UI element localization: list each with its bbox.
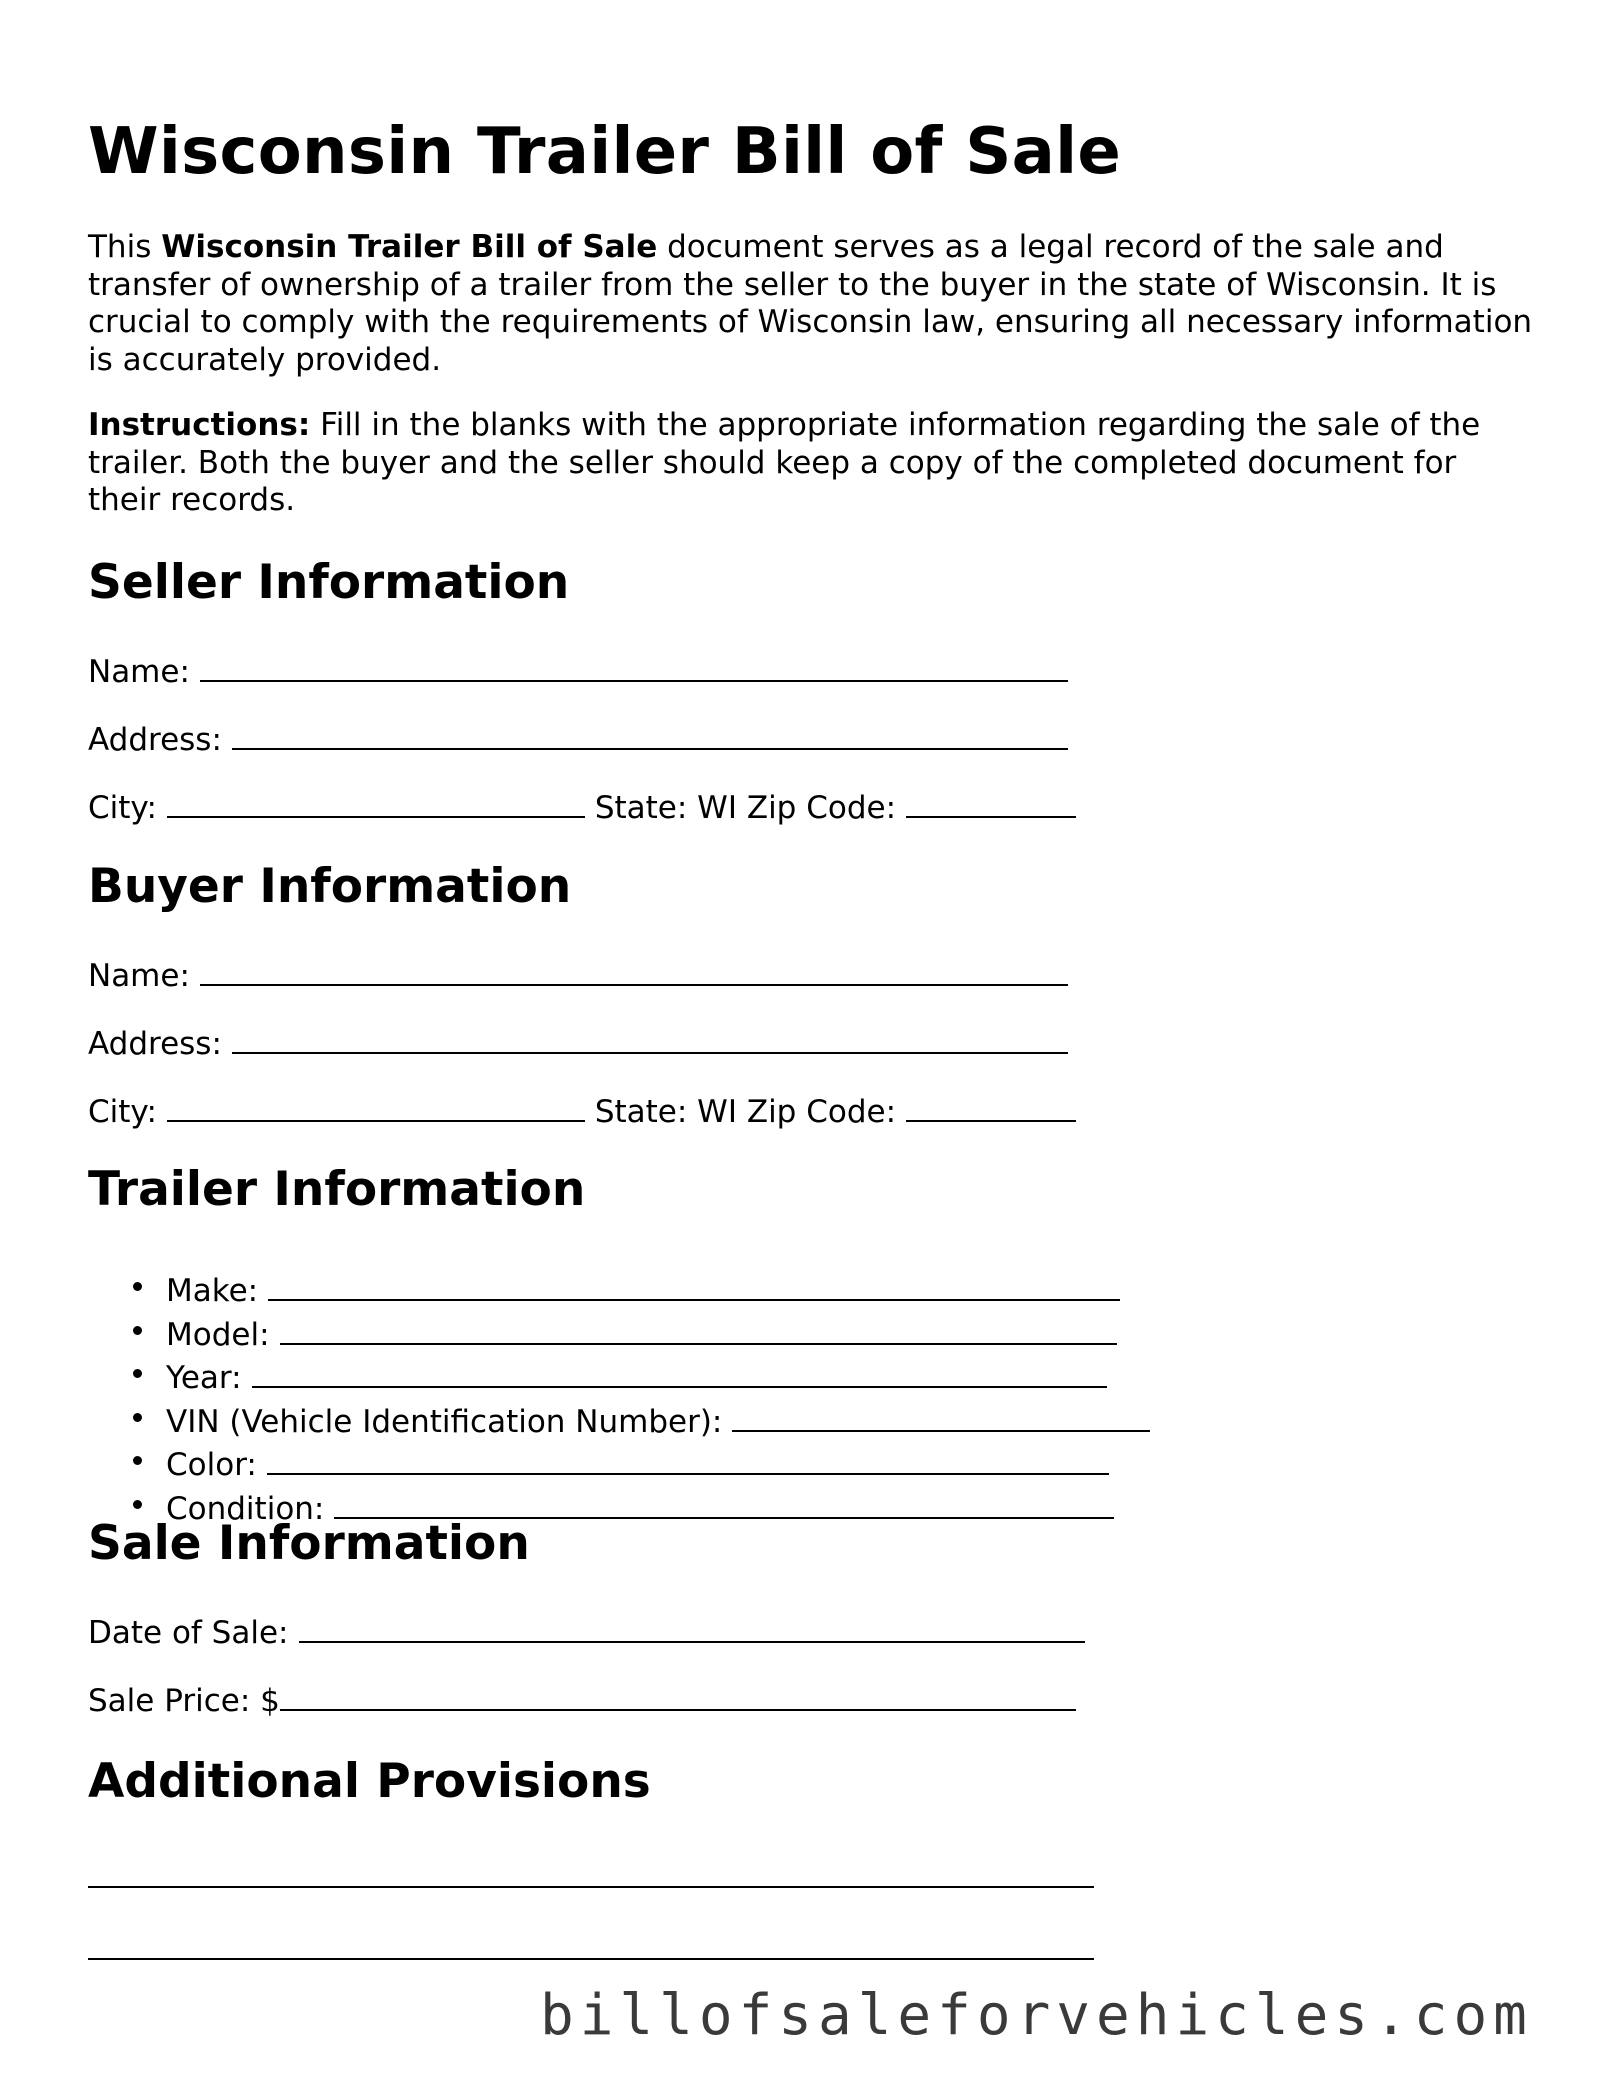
buyer-address-row [88,1020,1068,1064]
buyer-name-field[interactable] [200,952,1068,986]
seller-zip-field[interactable] [906,784,1076,818]
list-item [0,1398,1150,1442]
buyer-name-label: Name: [88,958,190,994]
seller-address-field[interactable] [232,716,1068,750]
intro-bold-title: Wisconsin Trailer Bill of Sale [161,229,658,265]
bullet-icon [133,1369,142,1378]
sale-date-row [88,1609,1085,1653]
trailer-model-label: Model: [166,1316,270,1353]
provisions-heading: Additional Provisions [88,1754,651,1809]
seller-address-label: Address: [88,722,222,758]
seller-address-row [88,716,1068,760]
provisions-line-1[interactable] [88,1886,1094,1888]
sale-date-label: Date of Sale: [88,1615,289,1651]
bullet-icon [133,1413,142,1422]
bullet-icon [133,1326,142,1335]
seller-state-label: State: WI [594,790,737,826]
sale-price-field[interactable] [280,1677,1076,1711]
trailer-heading: Trailer Information [88,1162,586,1217]
list-item [0,1441,1150,1485]
trailer-make-field[interactable] [268,1267,1120,1301]
bullet-icon [133,1456,142,1465]
buyer-name-row [88,952,1068,996]
document-title: Wisconsin Trailer Bill of Sale [88,115,1122,189]
intro-prefix: This [88,229,162,265]
buyer-address-label: Address: [88,1026,222,1062]
sale-price-label: Sale Price: $ [88,1683,280,1719]
trailer-year-field[interactable] [252,1354,1107,1388]
list-item [0,1311,1150,1355]
buyer-zip-label: Zip Code: [746,1094,897,1130]
bullet-icon [133,1500,142,1509]
trailer-color-field[interactable] [267,1441,1109,1475]
instructions-label: Instructions: [88,407,311,443]
buyer-city-label: City: [88,1094,157,1130]
buyer-city-field[interactable] [167,1088,585,1122]
trailer-vin-field[interactable] [732,1398,1150,1432]
trailer-year-label: Year: [166,1360,242,1396]
trailer-vin-label: VIN (Vehicle Identification Number): [166,1403,723,1440]
intro-body: document serves as a legal record of the sale and transfer of ownership of a trailer from the seller to the buyer in the state of Wisconsin. It is crucial to comply with the requirements of Wisconsin law, ensuring all necessary information is accurately provided. [88,229,1533,378]
seller-zip-label: Zip Code: [746,790,897,826]
sale-heading: Sale Information [88,1516,530,1571]
trailer-condition-label: Condition: [166,1490,325,1527]
buyer-address-field[interactable] [232,1020,1068,1054]
trailer-model-field[interactable] [280,1311,1117,1345]
buyer-zip-field[interactable] [906,1088,1076,1122]
trailer-make-label: Make: [166,1273,259,1309]
list-item [0,1267,1150,1311]
buyer-heading: Buyer Information [88,859,572,914]
instructions-paragraph [88,407,1538,520]
seller-name-label: Name: [88,654,190,690]
watermark-text: billofsaleforvehicles.com [540,1983,1533,2048]
seller-name-field[interactable] [200,648,1068,682]
seller-city-row [88,784,1076,828]
trailer-details-list [0,1267,1150,1528]
buyer-state-label: State: WI [594,1094,737,1130]
bullet-icon [133,1282,142,1291]
list-item [0,1354,1150,1398]
intro-paragraph [88,229,1538,379]
provisions-line-2[interactable] [88,1958,1094,1960]
sale-price-row [88,1677,1076,1721]
trailer-color-label: Color: [166,1447,257,1483]
sale-date-field[interactable] [299,1609,1085,1643]
seller-heading: Seller Information [88,555,570,610]
buyer-city-row [88,1088,1076,1132]
instructions-body: Fill in the blanks with the appropriate information regarding the sale of the trailer. Both the buyer and the seller should keep a copy of the completed document for their records. [88,407,1481,518]
seller-city-field[interactable] [167,784,585,818]
seller-city-label: City: [88,790,157,826]
seller-name-row [88,648,1068,692]
